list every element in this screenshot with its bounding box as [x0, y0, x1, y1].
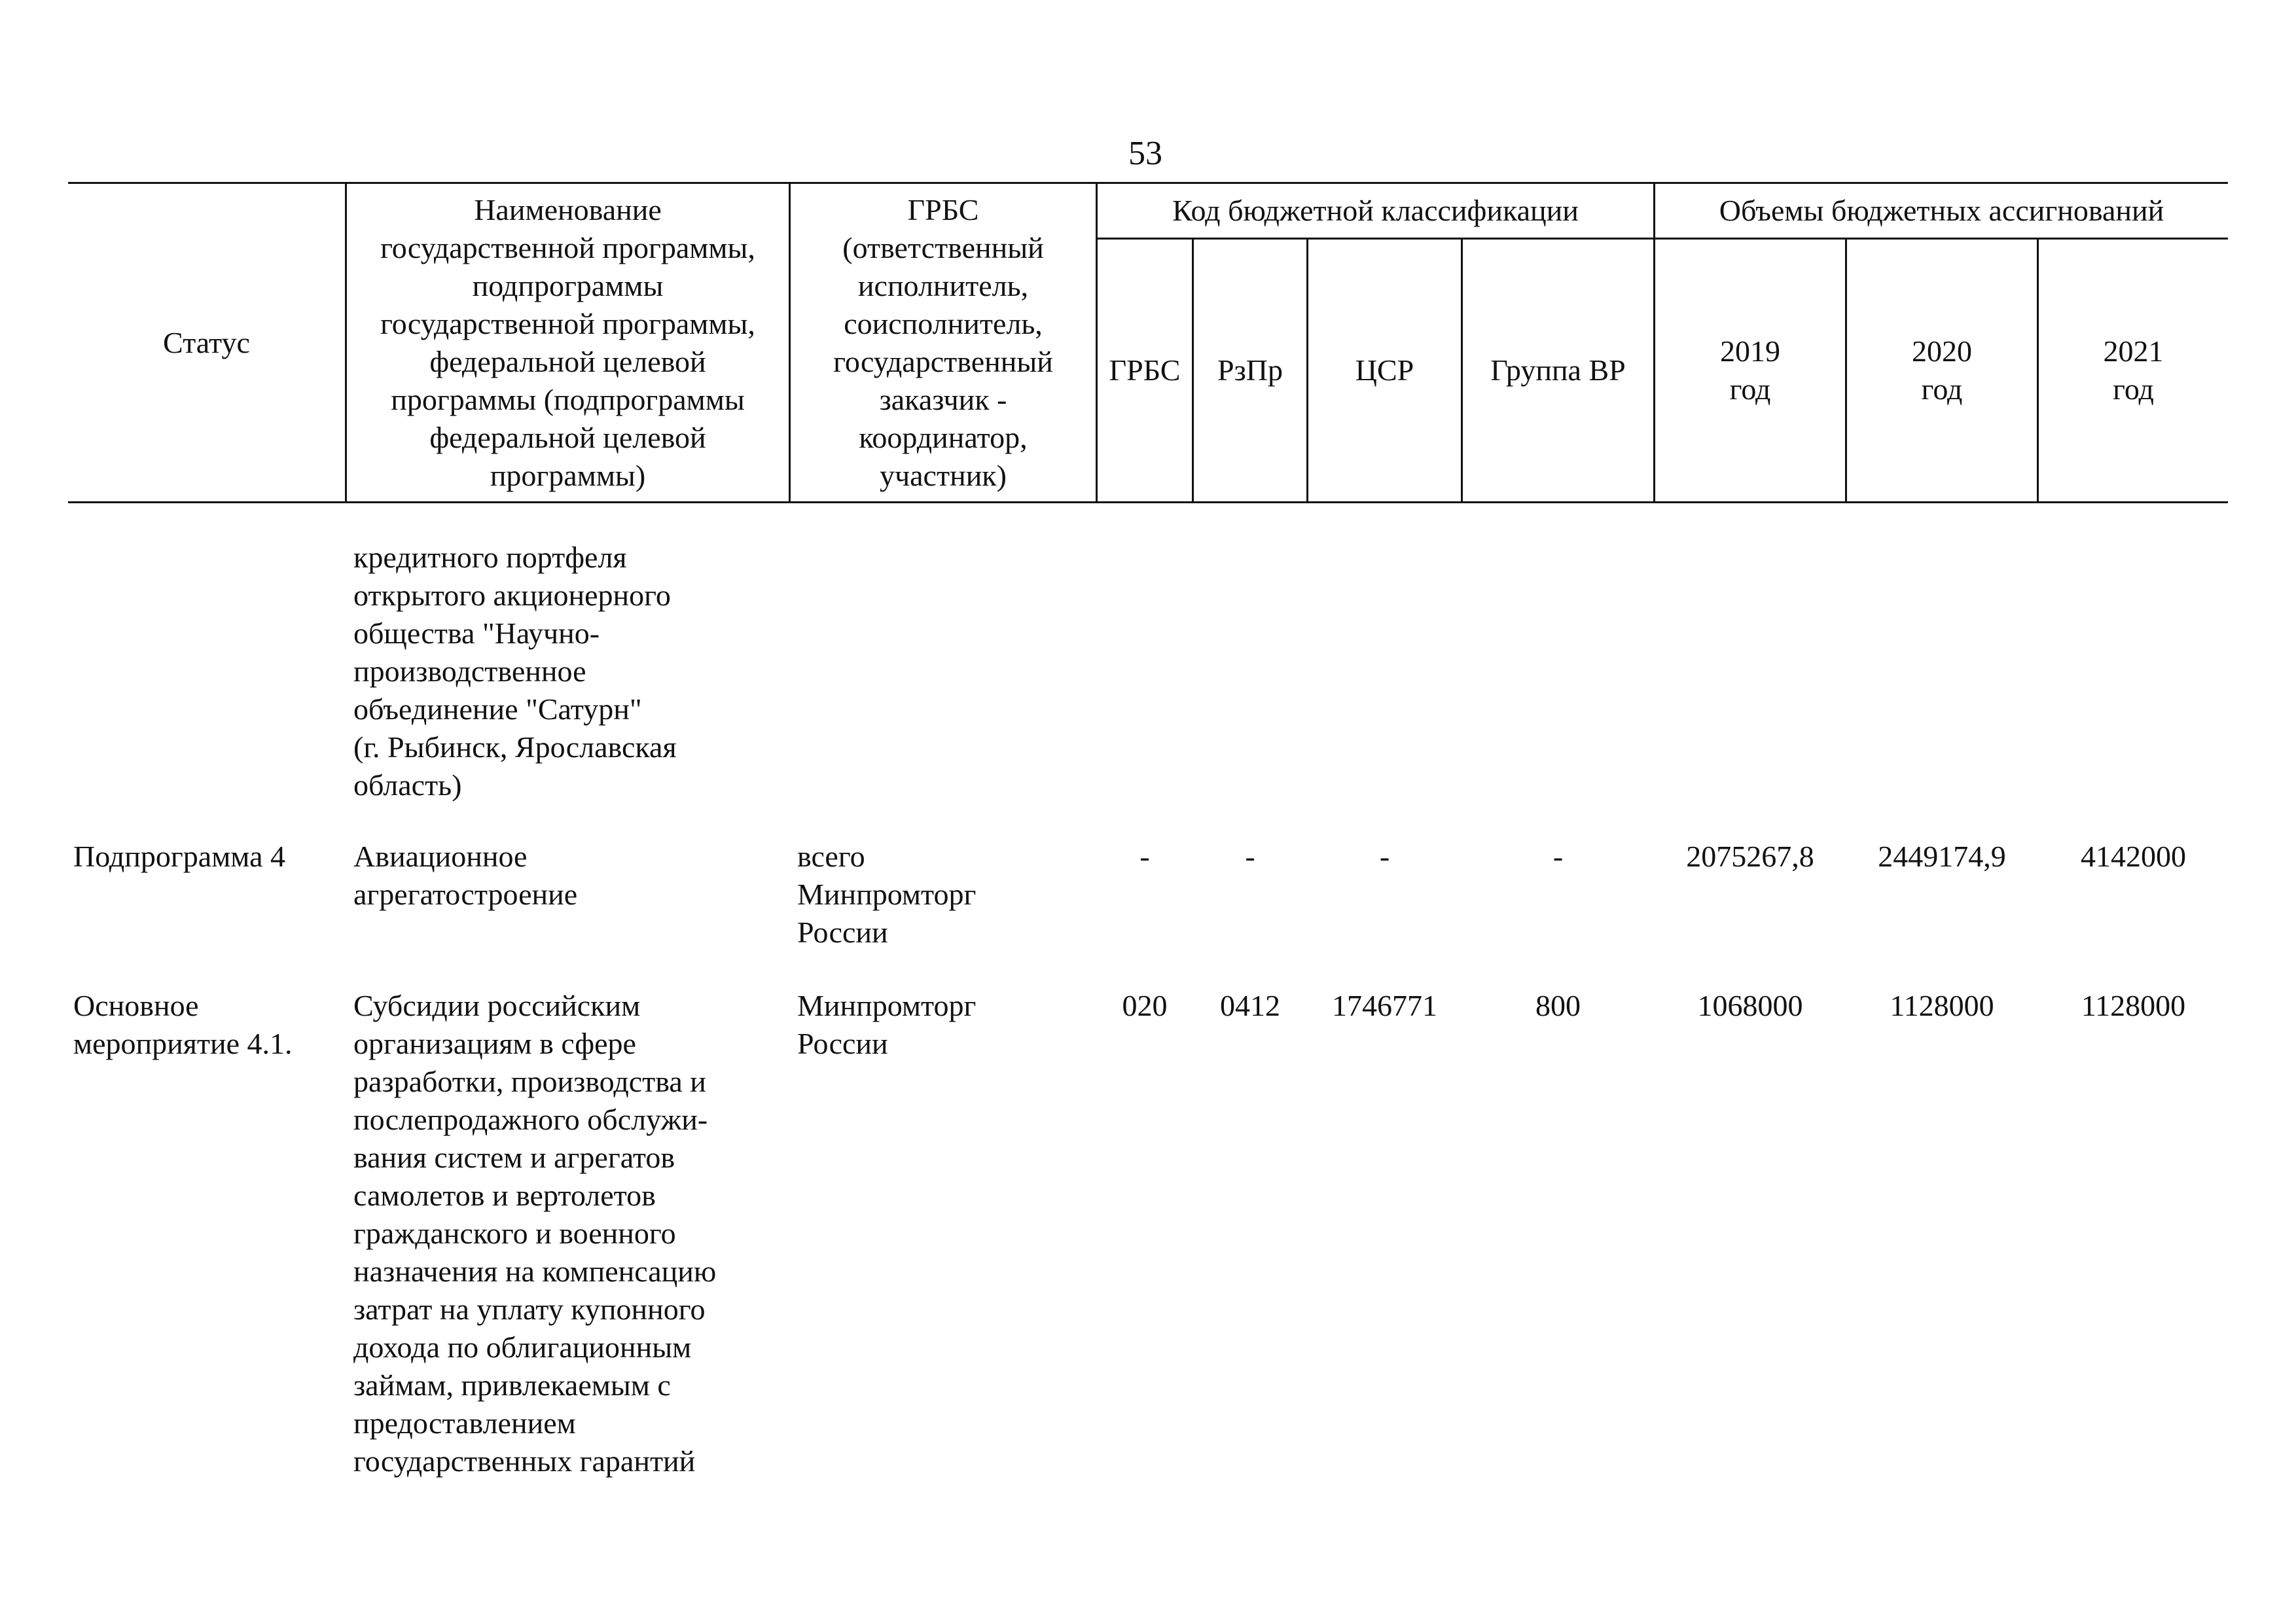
header-budget-code-text: Код бюджетной классификации [1172, 194, 1579, 227]
header-year-2021-text: 2021 год [2103, 334, 2164, 406]
row-2-name: Субсидии российским организациям в сфере разработки, производства и послепродажного обслужи- вания систем и агрегатов самолетов и вертолетов гражданского и военного назначения на компенсацию затрат на уплату купонного дохода по облигационным займам, привлекаемым с предоставлением государственных гарантий [353, 989, 717, 1478]
header-budget-code [1098, 184, 1653, 238]
row-2-grbs: 020 [1122, 989, 1168, 1022]
row-2-year-2021: 1128000 [2081, 989, 2186, 1022]
row-1-rzpr: - [1245, 840, 1255, 873]
page-number: 53 [1128, 135, 1162, 172]
row-2-status: Основное мероприятие 4.1. [73, 989, 293, 1060]
header-bottom-border [68, 501, 2228, 503]
row-1-year-2019: 2075267,8 [1686, 840, 1814, 873]
header-grbs-full-text: ГРБС (ответственный исполнитель, соисполнитель, государственный заказчик - координатор, участник) [833, 192, 1053, 492]
header-name-text: Наименование государственной программы, подпрограммы государственной программы, федеральной целевой программы (подпрограммы федеральной целевой программы) [380, 192, 755, 492]
header-year-2020 [1847, 240, 2037, 501]
row-1-name: Авиационное агрегатостроение [353, 840, 578, 911]
header-group-vr [1463, 240, 1653, 501]
row-2-group-vr: 800 [1535, 989, 1581, 1022]
row-2-csr: 1746771 [1332, 989, 1437, 1022]
header-budget-volume [1655, 184, 2228, 238]
header-csr [1308, 240, 1461, 501]
row-2-grbs-full: Минпромторг России [797, 989, 977, 1060]
header-status-text: Статус [163, 325, 250, 359]
row-2-year-2020: 1128000 [1890, 989, 1994, 1022]
header-grbs-full [791, 184, 1096, 501]
header-csr-text: ЦСР [1355, 353, 1414, 387]
row-1-year-2020: 2449174,9 [1878, 840, 2006, 873]
header-status [68, 184, 345, 501]
row-0-name: кредитного портфеля открытого акционерного общества "Научно- производственное объединение "Сатурн" (г. Рыбинск, Ярославская область) [353, 541, 677, 802]
row-1-csr: - [1379, 840, 1390, 873]
row-2-rzpr: 0412 [1220, 989, 1280, 1022]
header-year-2020-text: 2020 год [1912, 334, 1972, 406]
header-year-2019 [1655, 240, 1845, 501]
header-grbs [1098, 240, 1192, 501]
header-rzpr [1194, 240, 1306, 501]
row-1-group-vr: - [1552, 840, 1564, 873]
row-2-year-2019: 1068000 [1697, 989, 1803, 1022]
header-name [347, 184, 789, 501]
header-budget-volume-text: Объемы бюджетных ассигнований [1719, 194, 2164, 227]
header-year-2019-text: 2019 год [1720, 334, 1780, 406]
row-1-grbs-full: всего Минпромторг России [797, 840, 977, 949]
header-group-vr-text: Группа ВР [1490, 353, 1626, 387]
row-1-year-2021: 4142000 [2081, 840, 2186, 873]
header-grbs-text: ГРБС [1109, 353, 1181, 387]
header-year-2021 [2039, 240, 2228, 501]
row-1-status: Подпрограмма 4 [73, 840, 286, 873]
row-1-grbs: - [1139, 840, 1150, 873]
header-rzpr-text: РзПр [1217, 353, 1283, 387]
